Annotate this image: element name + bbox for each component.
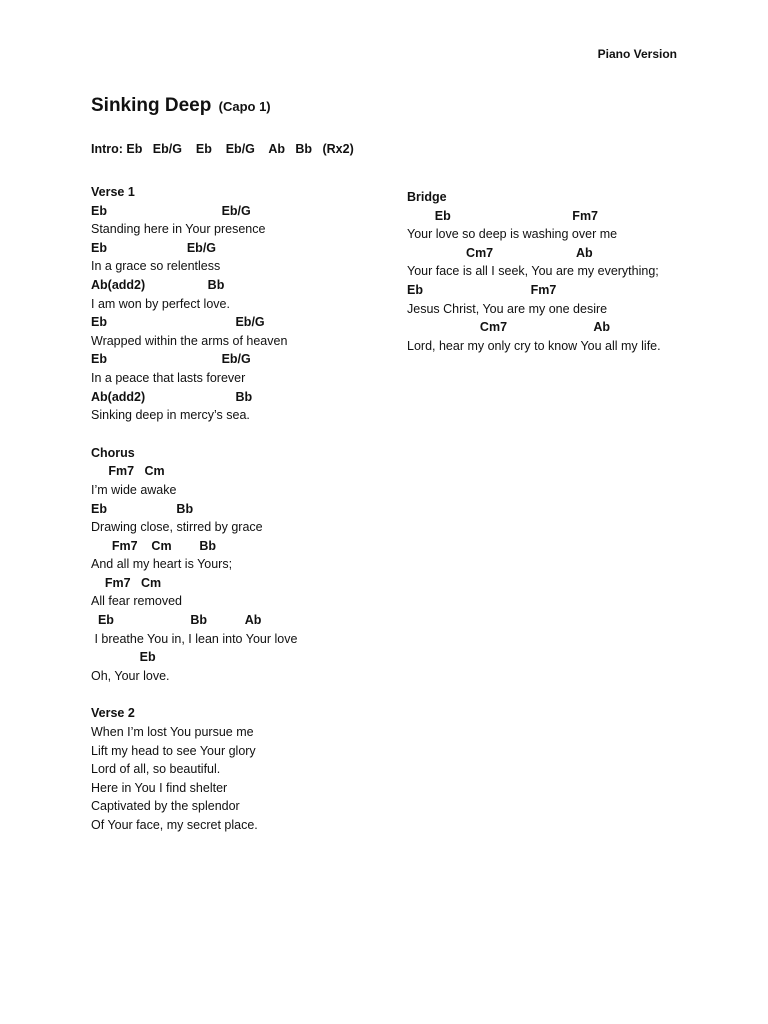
lyric-line: Drawing close, stirred by grace [91, 520, 263, 535]
lyric-line: Lift my head to see Your glory [91, 743, 256, 758]
lyric-line: I am won by perfect love. [91, 296, 230, 311]
chord-line: Eb Eb/G [91, 315, 265, 330]
chord-line: Eb Eb/G [91, 352, 251, 367]
lyric-line: In a peace that lasts forever [91, 370, 246, 385]
chord-line: Eb Fm7 [407, 282, 557, 297]
chord-line: Eb Fm7 [407, 208, 599, 223]
lyric-line: Your love so deep is washing over me [407, 227, 618, 242]
verse2-heading: Verse 2 [91, 706, 135, 721]
bridge-heading: Bridge [407, 190, 447, 204]
chorus-heading: Chorus [91, 445, 135, 460]
verse2-section [91, 704, 297, 834]
chord-line: Eb Eb/G [91, 203, 251, 218]
lyric-line: Your face is all I seek, You are my everything; [407, 264, 659, 279]
intro-chords: Intro: Eb Eb/G Eb Eb/G Ab Bb (Rx2) [91, 142, 354, 156]
lyric-line: Oh, Your love. [91, 668, 170, 683]
left-column [91, 183, 297, 854]
bridge-section [407, 188, 661, 355]
lyric-line: All fear removed [91, 594, 183, 609]
lyric-line: Lord, hear my only cry to know You all my life. [407, 338, 661, 353]
chord-line: Fm7 Cm [91, 575, 162, 590]
chord-line: Eb Bb [91, 501, 194, 516]
chord-line: Fm7 Cm [91, 464, 165, 479]
chord-line: Eb Eb/G [91, 240, 217, 255]
verse1-section [91, 183, 297, 425]
lyric-line: I’m wide awake [91, 482, 177, 497]
chord-line: Eb Bb Ab [91, 613, 262, 628]
version-label: Piano Version [597, 47, 677, 61]
chord-line: Cm7 Ab [407, 320, 611, 335]
right-column [407, 188, 661, 374]
lyric-line: And all my heart is Yours; [91, 557, 233, 572]
chord-line: Cm7 Ab [407, 245, 593, 260]
chord-line: Ab(add2) Bb [91, 389, 253, 404]
capo-note: (Capo 1) [218, 99, 271, 114]
lyric-line: Wrapped within the arms of heaven [91, 333, 288, 348]
lyric-line: When I’m lost You pursue me [91, 725, 254, 740]
lyric-line: Here in You I find shelter [91, 780, 228, 795]
lyric-line: I breathe You in, I lean into Your love [91, 631, 298, 646]
verse1-heading: Verse 1 [91, 185, 135, 199]
chord-line: Ab(add2) Bb [91, 277, 225, 292]
lyric-line: In a grace so relentless [91, 259, 221, 274]
chorus-section [91, 444, 297, 686]
lyric-line: Standing here in Your presence [91, 222, 266, 237]
song-title-block [91, 94, 271, 119]
lyric-line: Sinking deep in mercy’s sea. [91, 408, 250, 423]
song-title: Sinking Deep [91, 95, 212, 116]
lyric-line: Of Your face, my secret place. [91, 818, 258, 832]
lyric-line: Captivated by the splendor [91, 799, 240, 814]
lyric-line: Lord of all, so beautiful. [91, 762, 221, 777]
chord-line: Fm7 Cm Bb [91, 538, 217, 553]
chord-line: Eb [91, 650, 156, 665]
lyric-line: Jesus Christ, You are my one desire [407, 301, 608, 316]
